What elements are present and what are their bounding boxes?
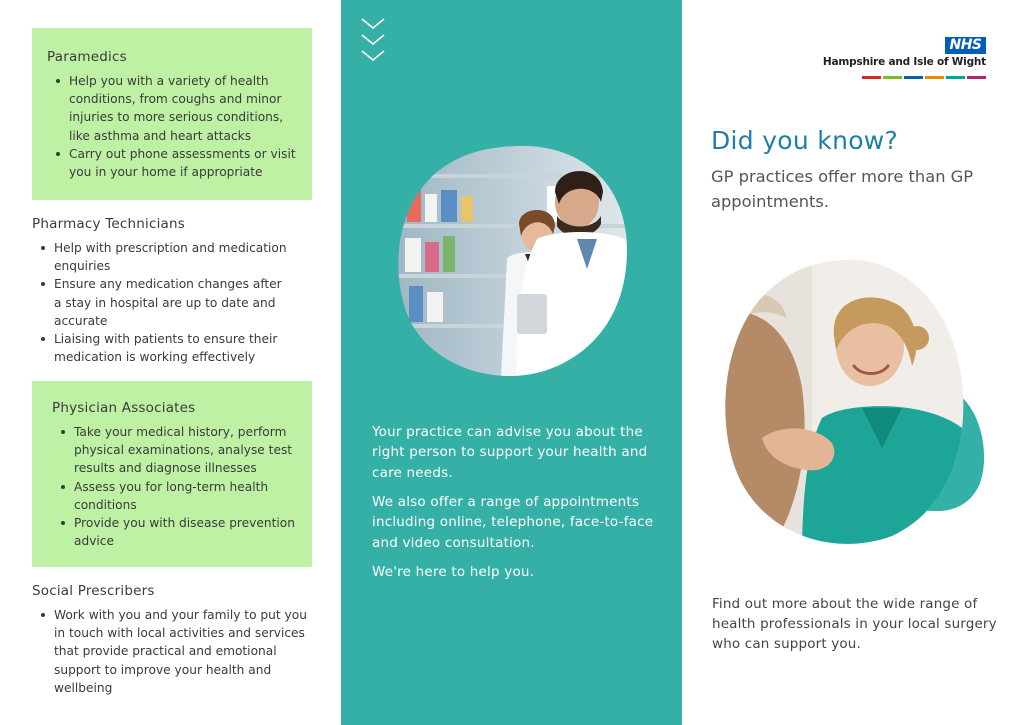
nhs-org-name: Hampshire and Isle of Wight [822,56,986,68]
list-item: Liaising with patients to ensure their medication is working effectively [38,330,293,366]
physician-list [58,423,298,550]
color-bar [904,76,923,79]
footer-text: Find out more about the wide range of health professionals in your local surgery who can support you. [712,596,997,653]
list-item: Ensure any medication changes after a stay in hospital are up to date and accurate [38,275,293,330]
color-bar [925,76,944,79]
left-panel [0,0,341,725]
right-panel [682,0,1024,725]
nhs-logo-mark: NHS [945,37,986,54]
nhs-logo [806,37,986,83]
pharmacist-photo [397,144,628,378]
list-item: Provide you with disease prevention advice [58,514,298,550]
nhs-color-bars [862,76,986,79]
middle-paragraph-3: We're here to help you. [372,564,535,580]
page-subtitle: GP practices offer more than GP appointments. [711,167,974,211]
list-item: Carry out phone assessments or visit you in your home if appropriate [53,145,303,181]
color-bar [883,76,902,79]
nurse-photo [722,258,988,548]
middle-paragraph-1: Your practice can advise you about the right person to support your health and care needs. [372,424,648,481]
list-item: Take your medical history, perform physical examinations, analyse test results and diagnose illnesses [58,423,298,478]
physician-title: Physician Associates [52,400,196,416]
middle-panel [341,0,682,725]
color-bar [967,76,986,79]
middle-paragraph-2: We also offer a range of appointments including online, telephone, face-to-face and video consultation. [372,494,654,551]
color-bar [862,76,881,79]
list-item: Help you with a variety of health conditions, from coughs and minor injuries to more serious conditions, like asthma and heart attacks [53,72,303,145]
list-item: Help with prescription and medication enquiries [38,239,293,275]
paramedics-title: Paramedics [47,49,127,65]
list-item: Work with you and your family to put you in touch with local activities and services that provide practical and emotional support to improve your health and wellbeing [38,606,308,697]
list-item: Assess you for long-term health conditions [58,478,298,514]
color-bar [946,76,965,79]
page-title: Did you know? [711,126,899,155]
pharmacy-title: Pharmacy Technicians [32,216,185,232]
paramedics-list [53,72,303,181]
chevron-down-icon [360,17,386,67]
social-title: Social Prescribers [32,583,155,599]
pharmacy-list [38,239,293,366]
social-list [38,606,308,697]
